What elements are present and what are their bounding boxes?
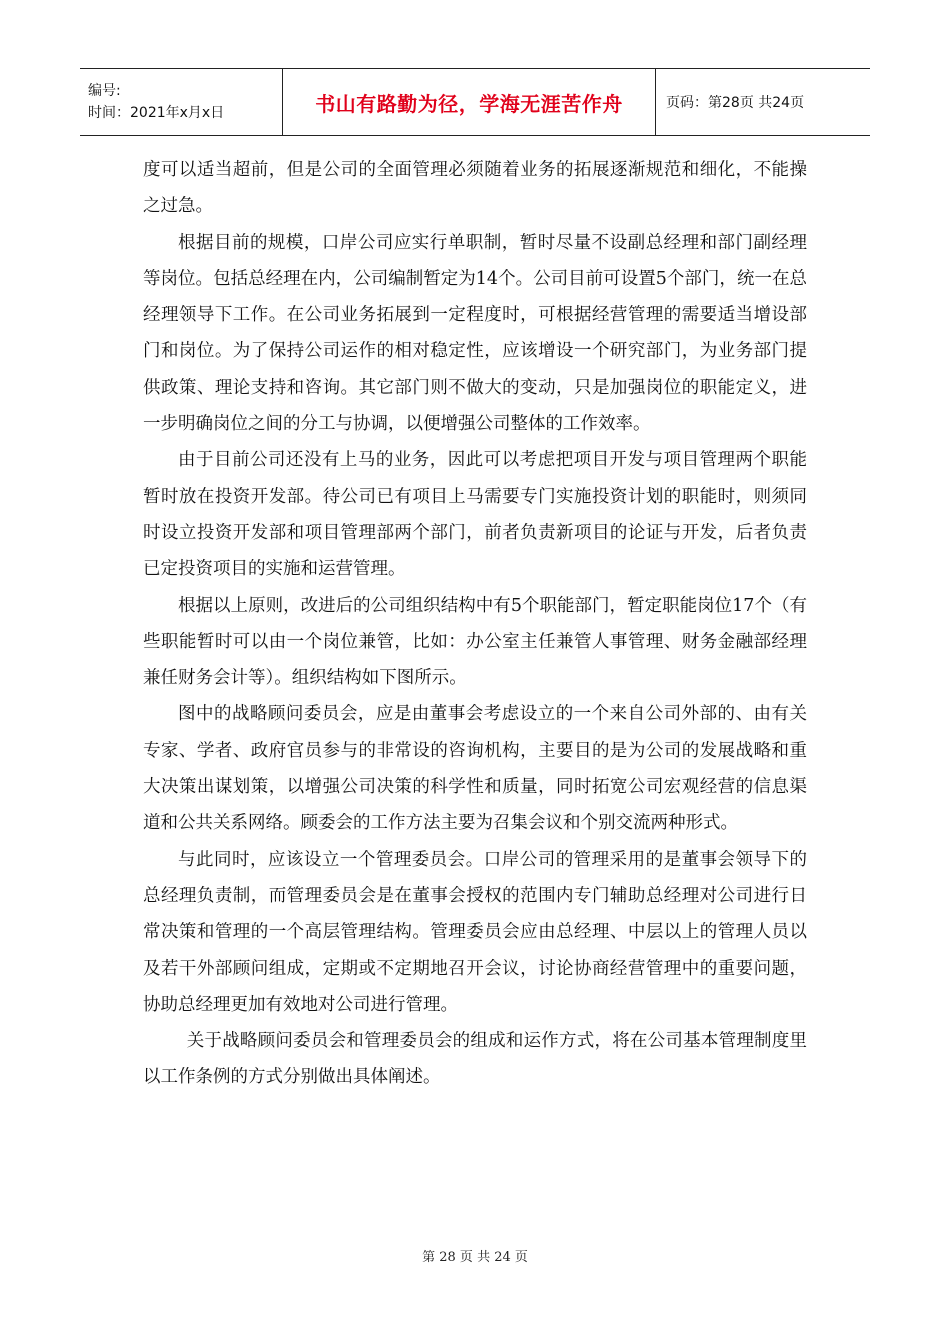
page-footer: 第 28 页 共 24 页 bbox=[422, 1250, 528, 1265]
page-header bbox=[80, 68, 870, 136]
header-motto: 书山有路勤为径，学海无涯苦作舟 bbox=[315, 91, 623, 116]
paragraph-management-committee: 与此同时，应该设立一个管理委员会。口岸公司的管理采用的是董事会领导下的总经理负责制，而管理委员会是在董事会授权的范围内专门辅助总经理对公司进行日常决策和管理的一个高层管理结构。管理委员会应由总经理、中层以上的管理人员以及若干外部顾问组成，定期或不定期地召开会议，讨论协商经营管理中的重要问题，协助总经理更加有效地对公司进行管理。 bbox=[143, 849, 807, 1015]
document-time-label: 时间：2021年x月x日 bbox=[88, 105, 225, 121]
paragraph-investment-dept: 由于目前公司还没有上马的业务，因此可以考虑把项目开发与项目管理两个职能暂时放在投资开发部。待公司已有项目上马需要专门实施投资计划的职能时，则须同时设立投资开发部和项目管理部两个部门，前者负责新项目的论证与开发，后者负责已定投资项目的实施和运营管理。 bbox=[143, 450, 807, 580]
header-page-cell bbox=[656, 69, 870, 135]
paragraph-staffing: 根据目前的规模，口岸公司应实行单职制，暂时尽量不设副总经理和部门副经理等岗位。包括总经理在内，公司编制暂定为14个。公司目前可设置5个部门，统一在总经理领导下工作。在公司业务拓展到一定程度时，可根据经营管理的需要适当增设部门和岗位。为了保持公司运作的相对稳定性，应该增设一个研究部门，为业务部门提供政策、理论支持和咨询。其它部门则不做大的变动，只是加强岗位的职能定义，进一步明确岗位之间的分工与协调，以便增强公司整体的工作效率。 bbox=[143, 232, 807, 435]
document-number-label: 编号: bbox=[88, 83, 121, 99]
paragraph-org-structure: 根据以上原则，改进后的公司组织结构中有5个职能部门，暂定职能岗位17个（有些职能暂时可以由一个岗位兼管，比如：办公室主任兼管人事管理、财务金融部经理兼任财务会计等）。组织结构如下图所示。 bbox=[143, 595, 807, 689]
header-page-number: 页码：第28页 共24页 bbox=[666, 95, 805, 111]
paragraph-continuation: 度可以适当超前，但是公司的全面管理必须随着业务的拓展逐渐规范和细化，不能操之过急。 bbox=[143, 160, 807, 217]
header-motto-cell bbox=[283, 69, 656, 135]
document-body bbox=[143, 152, 807, 1096]
paragraph-conclusion: 关于战略顾问委员会和管理委员会的组成和运作方式，将在公司基本管理制度里以工作条例的方式分别做出具体阐述。 bbox=[143, 1031, 807, 1088]
header-meta bbox=[80, 69, 283, 135]
paragraph-strategy-committee: 图中的战略顾问委员会，应是由董事会考虑设立的一个来自公司外部的、由有关专家、学者、政府官员参与的非常设的咨询机构，主要目的是为公司的发展战略和重大决策出谋划策，以增强公司决策的科学性和质量，同时拓宽公司宏观经营的信息渠道和公共关系网络。顾委会的工作方法主要为召集会议和个别交流两种形式。 bbox=[143, 704, 807, 834]
